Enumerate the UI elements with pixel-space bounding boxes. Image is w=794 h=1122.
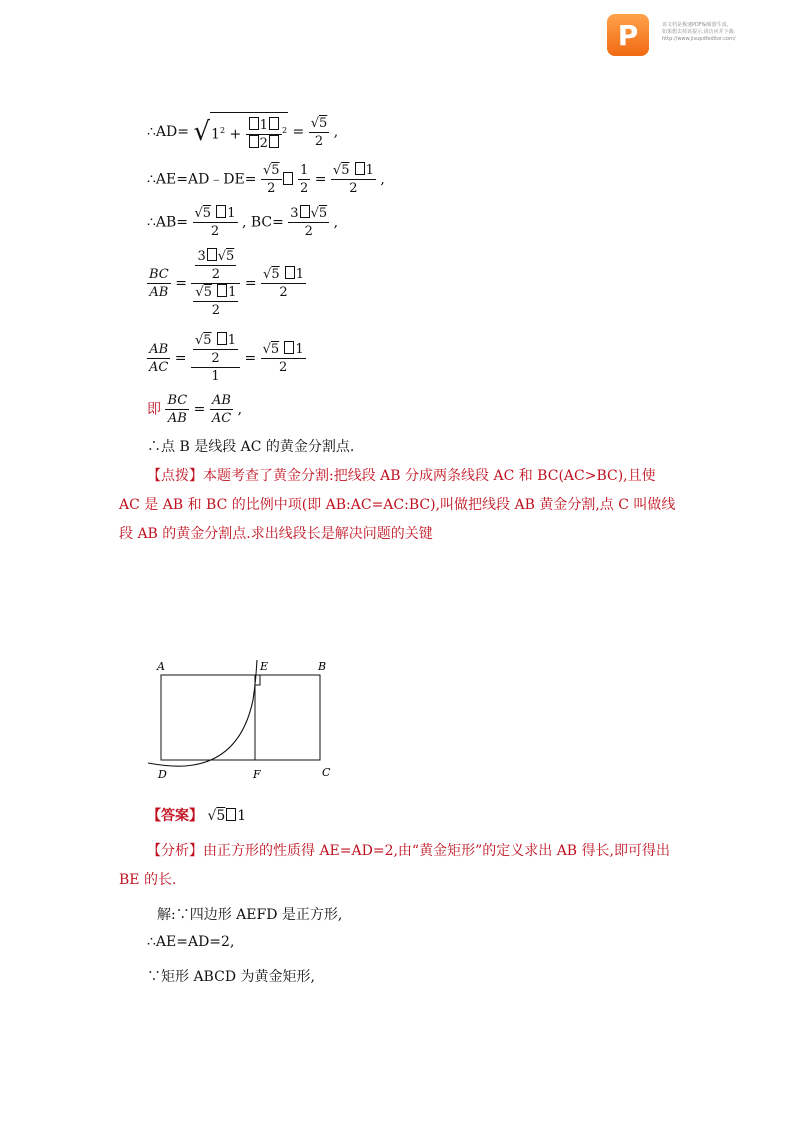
eq-text: 1	[227, 206, 236, 221]
fraction	[246, 117, 282, 152]
eq-text: 1	[211, 369, 220, 384]
eq-text: 5	[318, 206, 328, 221]
point-label-c: C	[322, 766, 331, 779]
eq-text: 2	[267, 181, 276, 196]
fraction: $\frac{√5 1}{2}$	[332, 163, 374, 196]
eq-text: 2	[279, 285, 288, 300]
point-label-a: A	[157, 660, 165, 673]
eq-text: BC	[149, 267, 169, 282]
eq-text: 5	[270, 342, 280, 357]
eq-text: 2	[211, 351, 220, 366]
eq-text: AB	[147, 341, 170, 359]
eq-text: 1	[295, 342, 304, 357]
eq-text: =	[174, 350, 187, 367]
fraction	[210, 392, 233, 427]
fraction	[191, 332, 240, 385]
answer-value: 5	[216, 808, 226, 824]
eq-text: 1	[259, 118, 268, 133]
solution-line-1: 解:∵四边形 AEFD 是正方形,	[157, 907, 343, 923]
golden-rectangle-figure	[140, 650, 350, 785]
fraction	[165, 392, 189, 427]
point-label-e: E	[260, 660, 269, 673]
eq-text: ∴AB=	[147, 214, 189, 231]
equation-ratio-bc-ab	[147, 248, 306, 319]
eq-text: ,	[237, 401, 243, 418]
logo-caption-line: 该文档是极速PDF编辑器生成,	[662, 22, 729, 28]
eq-text: =	[175, 275, 187, 292]
solution-line-3: ∵矩形 ABCD 为黄金矩形,	[147, 969, 315, 985]
conclusion-line: ∴点 B 是线段 AC 的黄金分割点.	[147, 439, 355, 455]
sqrt-expression: $√1^2$ + $\frac{1}{2}$ $^2$	[193, 112, 288, 152]
fraction: $\frac{√5 1}{2}$	[194, 333, 236, 366]
fraction	[147, 341, 170, 376]
eq-text: 1	[299, 163, 309, 178]
eq-text: ∴AE=AD﹣DE=	[147, 171, 257, 188]
eq-text: 5	[271, 163, 280, 178]
logo-caption-line: http://www.jisupdfeditor.com/	[662, 36, 736, 42]
eq-text: 2	[299, 181, 309, 196]
fraction	[298, 162, 310, 197]
eq-text: AB	[210, 392, 233, 410]
equation-ratio-ab-ac	[147, 332, 306, 385]
equation-ae	[147, 162, 385, 197]
eq-text: =	[314, 171, 327, 188]
eq-text: 1	[211, 126, 220, 143]
eq-text: 2	[211, 303, 221, 318]
eq-text: ,	[333, 124, 339, 140]
eq-text: 5	[341, 163, 350, 178]
eq-text: 2	[259, 136, 268, 151]
svg-text:P: P	[617, 19, 639, 52]
eq-text: 2	[278, 360, 288, 375]
eq-text: AB	[167, 411, 187, 426]
eq-text: 2	[314, 133, 324, 149]
fraction: $\frac{3 √5}{2}$	[290, 206, 328, 239]
answer-value: 1	[237, 808, 247, 824]
fraction: $\frac{3 √5}{2}$	[197, 249, 235, 282]
eq-text: 2	[219, 125, 226, 135]
eq-text: =	[292, 124, 305, 140]
analysis-paragraph: 【分析】由正方形的性质得 AE=AD=2,由“黄金矩形”的定义求出 AB 得长,即可得出 BE 的长.	[119, 843, 670, 888]
fraction: $\frac{√5 1}{2}$	[263, 267, 305, 300]
eq-text: AC	[149, 360, 169, 375]
hint-paragraph: 【点拨】本题考查了黄金分割:把线段 AB 分成两条线段 AC 和 BC(AC>BC),且使 AC 是 AB 和 BC 的比例中项(即 AB:AC=AC:BC),叫做把线段 AB 黄金分割,点 C 叫做线段 AB 的黄金分割点.求出线段长是解决问题的关键	[119, 468, 676, 542]
eq-text: 1	[228, 285, 237, 300]
eq-text: 3	[197, 249, 206, 264]
answer-label: 【答案】	[147, 808, 203, 824]
fraction: $\frac{√5 1}{2}$	[194, 206, 236, 239]
eq-text: 2	[281, 125, 288, 135]
arc-curve	[148, 660, 257, 766]
fraction	[191, 248, 240, 319]
eq-text: AC	[211, 411, 232, 426]
eq-text: AB	[149, 285, 169, 300]
eq-text: 5	[203, 333, 212, 348]
eq-text: 2	[304, 224, 313, 239]
eq-text: ,	[380, 171, 385, 188]
eq-text: ∴AD=	[147, 124, 189, 140]
eq-text: 1	[295, 267, 305, 282]
eq-text: 5	[202, 206, 212, 221]
point-label-d: D	[158, 768, 167, 781]
eq-text: 1	[365, 163, 374, 178]
rectangle-abcd	[161, 675, 320, 760]
eq-text: , BC=	[241, 214, 284, 231]
eq-text: =	[244, 350, 257, 367]
eq-text: 5	[226, 249, 235, 264]
equation-ab-bc	[147, 205, 338, 240]
eq-text: BC	[167, 393, 188, 408]
fraction: $\frac{√5 1}{2}$	[195, 285, 237, 318]
logo-caption-line: 如果想去掉该提示,请访问并下载:	[662, 29, 736, 35]
eq-text: 2	[211, 267, 221, 282]
logo-p-icon	[607, 14, 649, 56]
eq-text: 1	[227, 333, 236, 348]
eq-text: 5	[318, 115, 328, 131]
fraction	[147, 266, 171, 301]
eq-text: =	[193, 401, 206, 418]
eq-text: 5	[271, 267, 280, 282]
eq-text: +	[229, 126, 242, 143]
answer-line: 【答案】 √5 1	[147, 808, 247, 824]
fraction: $\frac{√5}{2}$	[262, 163, 280, 196]
eq-text: 3	[290, 206, 299, 221]
point-label-f: F	[253, 768, 261, 781]
eq-text: 2	[349, 181, 358, 196]
pdf-editor-logo	[607, 14, 649, 56]
point-label-b: B	[318, 660, 327, 673]
eq-text: 2	[210, 224, 220, 239]
logo-caption	[662, 22, 736, 43]
equation-ji	[147, 392, 242, 427]
eq-text: 即	[147, 401, 161, 418]
eq-text: ,	[333, 214, 339, 231]
fraction: $\frac{√5}{2}$	[310, 115, 328, 149]
eq-text: =	[244, 275, 257, 292]
eq-text: 5	[203, 285, 212, 300]
equation-ad	[147, 112, 338, 152]
solution-line-2: ∴AE=AD=2,	[147, 934, 235, 950]
fraction: $\frac{√5 1}{2}$	[262, 342, 304, 375]
